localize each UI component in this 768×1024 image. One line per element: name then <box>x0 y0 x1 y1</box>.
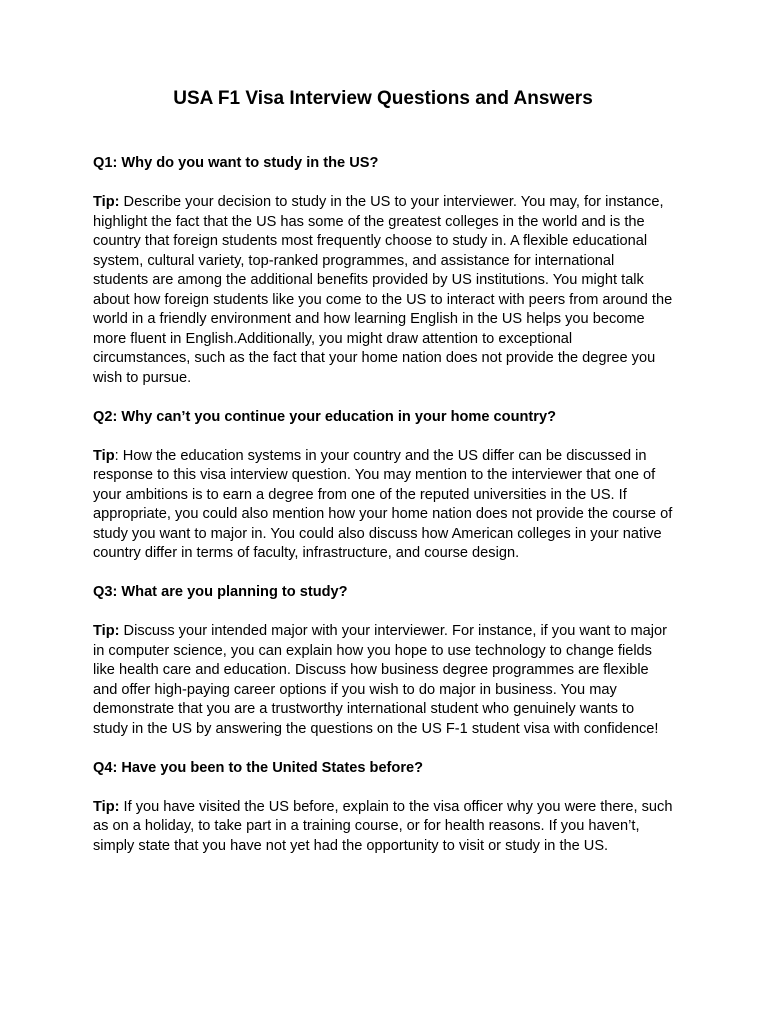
answer-2 <box>93 447 673 564</box>
tip-text-2: : How the education systems in your country and the US differ can be discussed in response to this visa interview question. You may mention to the interviewer that one of your ambitions is to earn a degree from one of the reputed universities in the US. If appropriate, you could also mention how your home nation does not provide the course of study you want to major in. You could also discuss how American colleges in your native country differ in terms of faculty, infrastructure, and course design. <box>93 447 673 561</box>
qa-item-4 <box>93 759 673 857</box>
qa-item-3 <box>93 583 673 739</box>
tip-text-1: Describe your decision to study in the US to your interviewer. You may, for instance, highlight the fact that the US has some of the greatest colleges in the world and is the country that foreign students most frequently choose to study in. A flexible educational system, cultural variety, top-ranked programmes, and assistance for international students are among the additional benefits provided by US institutions. You might talk about how foreign students like you come to the US to interact with peers from around the world in a friendly environment and how learning English in the US helps you become more fluent in English.Additionally, you might draw attention to exceptional circumstances, such as the fact that your home nation does not provide the degree you wish to pursue. <box>93 194 673 386</box>
answer-3 <box>93 622 673 739</box>
tip-text-3: Discuss your intended major with your interviewer. For instance, if you want to major in computer science, you can explain how you hope to use technology to change fields like health care and education. Discuss how business degree programmes are flexible and offer high-paying career options if you wish to do major in business. You may demonstrate that you are a trustworthy international student who genuinely wants to study in the US by answering the questions on the US F-1 student visa with confidence! <box>93 623 667 737</box>
answer-1 <box>93 193 673 388</box>
document-page <box>93 86 673 876</box>
tip-label-1: Tip: <box>93 194 120 210</box>
tip-label-2: Tip <box>93 447 115 464</box>
qa-item-2 <box>93 408 673 564</box>
answer-4 <box>93 798 673 857</box>
page-title: USA F1 Visa Interview Questions and Answers <box>173 88 593 109</box>
tip-label-3: Tip: <box>93 623 120 639</box>
question-2: Q2: Why can’t you continue your education in your home country? <box>93 408 556 425</box>
tip-text-4: If you have visited the US before, explain to the visa officer why you were there, such as on a holiday, to take part in a training course, or for health reasons. If you haven’t, simply state that you have not yet had the opportunity to visit or study in the US. <box>93 798 673 854</box>
question-1: Q1: Why do you want to study in the US? <box>93 155 379 171</box>
tip-label-4: Tip: <box>93 798 120 815</box>
qa-item-1 <box>93 154 673 388</box>
question-3: Q3: What are you planning to study? <box>93 584 348 600</box>
question-4: Q4: Have you been to the United States before? <box>93 759 424 776</box>
